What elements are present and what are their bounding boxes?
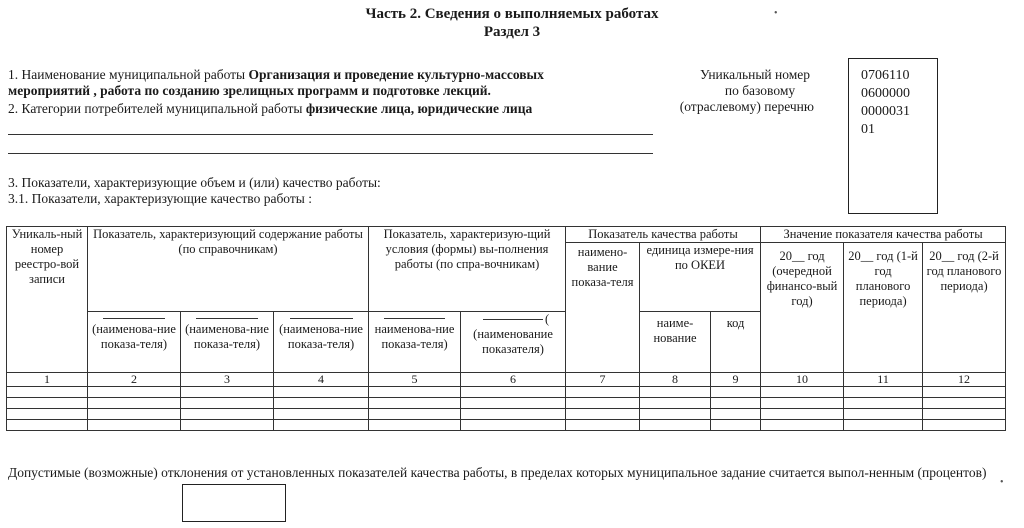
unique-number-label-line1: Уникальный номер [699, 67, 811, 82]
subheader-label: (наименование показателя) [473, 327, 553, 356]
col-number: 5 [369, 373, 461, 387]
header-indicator-value: Значение показателя качества работы [761, 227, 1006, 243]
column-number-row [7, 373, 1006, 387]
col-number: 6 [461, 373, 566, 387]
subheader-content-1 [88, 312, 181, 373]
quality-indicators-heading: 3.1. Показатели, характеризующие качество работы : [8, 191, 312, 206]
deviation-percent-field[interactable] [182, 484, 286, 522]
header-year-plan1: 20__ год (1-й год планового периода) [844, 243, 923, 373]
header-indicator-name: наимено-вание показа-теля [566, 243, 640, 373]
header-okei-unit: единица измере-ния по ОКЕИ [640, 243, 761, 312]
col-number: 11 [844, 373, 923, 387]
subheader-unit-name: наиме-нование [640, 312, 711, 373]
subheader-label: (наименова-ние показа-теля) [185, 322, 269, 351]
header-content-indicator: Показатель, характеризующий содержание работы (по справочникам) [88, 227, 369, 312]
unique-number-label-line3: (отраслевому) перечню [679, 99, 814, 114]
col-number: 8 [640, 373, 711, 387]
col-number: 12 [923, 373, 1006, 387]
subheader-content-3 [274, 312, 369, 373]
unique-number-label-line2: по базовому [724, 83, 796, 98]
header-year-plan2: 20__ год (2-й год планового периода) [923, 243, 1006, 373]
blank-line-1 [8, 134, 653, 135]
blank-line-2 [8, 153, 653, 154]
subheader-condition-2 [461, 312, 566, 373]
col-number: 7 [566, 373, 640, 387]
subheader-unit-code: код [711, 312, 761, 373]
header-condition-indicator: Показатель, характеризую-щий условия (формы) вы-полнения работы (по спра-вочникам) [369, 227, 566, 312]
col-number: 1 [7, 373, 88, 387]
quality-indicators-table [6, 226, 1006, 431]
code-line: 0000031 [861, 104, 910, 119]
code-line: 0706110 [861, 68, 910, 83]
consumers-block [8, 101, 653, 117]
unique-number-code-box [848, 58, 938, 214]
unique-number-label [650, 67, 830, 115]
scan-speck: • [1000, 477, 1004, 488]
table-row [7, 420, 1006, 431]
work-name-label: 1. Наименование муниципальной работы [8, 67, 249, 82]
deviation-text: Допустимые (возможные) отклонения от установленных показателей качества работы, в пределах которых муниципальное задание считается выпол-ненным (процентов) [8, 465, 987, 480]
col-number: 2 [88, 373, 181, 387]
work-name-value-line2: мероприятий , работа по созданию зрелищных программ и подготовке лекций. [8, 83, 491, 98]
col-number: 9 [711, 373, 761, 387]
table-row [7, 387, 1006, 398]
header-quality-indicator: Показатель качества работы [566, 227, 761, 243]
header-unique-record: Уникаль-ный номер реестро-вой записи [7, 227, 88, 373]
code-line: 0600000 [861, 86, 910, 101]
subheader-label: наименова-ние показа-теля) [374, 322, 455, 351]
consumers-value: физические лица, юридические лица [305, 101, 533, 116]
work-name-block [8, 67, 648, 99]
scan-speck: • [774, 8, 778, 19]
code-line: 01 [861, 122, 875, 137]
page-title: Часть 2. Сведения о выполняемых работах [365, 6, 659, 22]
subheader-label: (наименова-ние показа-теля) [92, 322, 176, 351]
col-number: 10 [761, 373, 844, 387]
table-row [7, 409, 1006, 420]
col-number: 3 [181, 373, 274, 387]
consumers-label: 2. Категории потребителей муниципальной работы [8, 101, 306, 116]
subheader-label: (наименова-ние показа-теля) [279, 322, 363, 351]
table-row [7, 398, 1006, 409]
indicators-heading: 3. Показатели, характеризующие объем и (или) качество работы: [8, 175, 381, 190]
header-year-next: 20__ год (очередной финансо-вый год) [761, 243, 844, 373]
subheader-paren: ( [544, 312, 550, 326]
subheader-content-2 [181, 312, 274, 373]
work-name-value-line1: Организация и проведение культурно-массовых [248, 67, 544, 82]
col-number: 4 [274, 373, 369, 387]
section-title: Раздел 3 [483, 24, 541, 40]
subheader-condition-1 [369, 312, 461, 373]
